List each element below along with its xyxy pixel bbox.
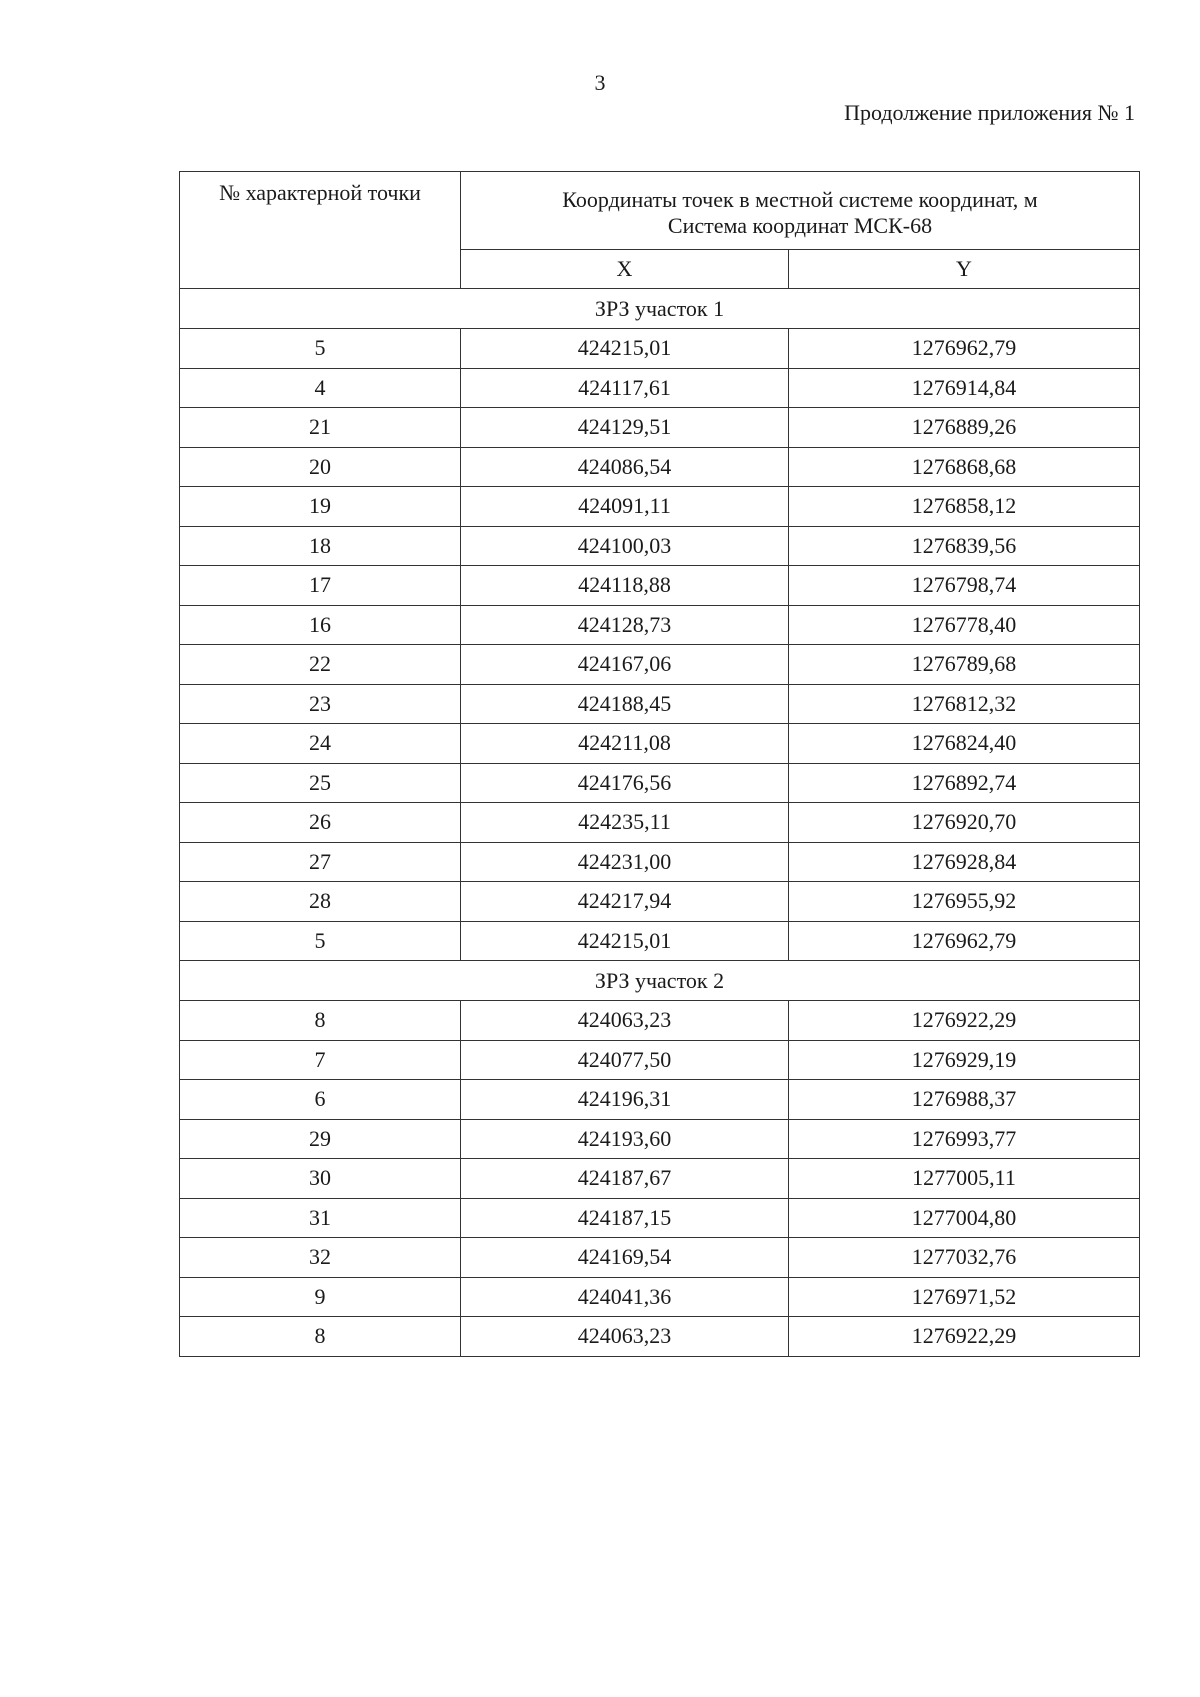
page-number: 3 — [594, 70, 606, 95]
y-coordinate-cell: 1276928,84 — [789, 842, 1140, 882]
x-coordinate-cell: 424217,94 — [461, 882, 789, 922]
y-coordinate-cell: 1276824,40 — [789, 724, 1140, 764]
point-number-cell: 27 — [180, 842, 461, 882]
x-coordinate-cell: 424193,60 — [461, 1119, 789, 1159]
x-coordinate-cell: 424063,23 — [461, 1001, 789, 1041]
x-coordinate-cell: 424188,45 — [461, 684, 789, 724]
point-number-cell: 8 — [180, 1001, 461, 1041]
x-coordinate-cell: 424169,54 — [461, 1238, 789, 1278]
table-body — [180, 289, 1140, 1357]
x-coordinate-cell: 424100,03 — [461, 526, 789, 566]
y-coordinate-cell: 1276789,68 — [789, 645, 1140, 685]
point-number-cell: 6 — [180, 1080, 461, 1120]
y-coordinate-cell: 1276839,56 — [789, 526, 1140, 566]
table-row — [180, 724, 1140, 764]
point-number-cell: 8 — [180, 1317, 461, 1357]
table-row — [180, 645, 1140, 685]
coordinates-table — [179, 171, 1140, 1357]
table-row — [180, 368, 1140, 408]
continuation-note: Продолжение приложения № 1 — [844, 100, 1135, 125]
x-coordinate-cell: 424041,36 — [461, 1277, 789, 1317]
y-coordinate-cell: 1276920,70 — [789, 803, 1140, 843]
table-row — [180, 803, 1140, 843]
y-coordinate-cell: 1276914,84 — [789, 368, 1140, 408]
table-row — [180, 1001, 1140, 1041]
x-coordinate-cell: 424129,51 — [461, 408, 789, 448]
point-number-cell: 31 — [180, 1198, 461, 1238]
point-number-cell: 25 — [180, 763, 461, 803]
x-coordinate-cell: 424091,11 — [461, 487, 789, 527]
x-coordinate-cell: 424128,73 — [461, 605, 789, 645]
y-coordinate-cell: 1276922,29 — [789, 1317, 1140, 1357]
section-row — [180, 289, 1140, 329]
section-title: ЗРЗ участок 2 — [180, 961, 1140, 1001]
x-coordinate-cell: 424187,67 — [461, 1159, 789, 1199]
y-coordinate-cell: 1277005,11 — [789, 1159, 1140, 1199]
point-number-cell: 19 — [180, 487, 461, 527]
y-coordinate-cell: 1276868,68 — [789, 447, 1140, 487]
section-title: ЗРЗ участок 1 — [180, 289, 1140, 329]
table-row — [180, 1317, 1140, 1357]
table-row — [180, 763, 1140, 803]
x-coordinate-cell: 424196,31 — [461, 1080, 789, 1120]
point-number-cell: 7 — [180, 1040, 461, 1080]
header-coords-line1: Координаты точек в местной системе координат, м — [562, 186, 1038, 212]
table-row — [180, 842, 1140, 882]
point-number-cell: 28 — [180, 882, 461, 922]
y-coordinate-cell: 1277032,76 — [789, 1238, 1140, 1278]
table-row — [180, 1277, 1140, 1317]
header-x: X — [461, 250, 789, 289]
y-coordinate-cell: 1276929,19 — [789, 1040, 1140, 1080]
y-coordinate-cell: 1276812,32 — [789, 684, 1140, 724]
table-row — [180, 684, 1140, 724]
point-number-cell: 18 — [180, 526, 461, 566]
point-number-cell: 20 — [180, 447, 461, 487]
point-number-cell: 4 — [180, 368, 461, 408]
point-number-cell: 9 — [180, 1277, 461, 1317]
point-number-cell: 32 — [180, 1238, 461, 1278]
table-row — [180, 526, 1140, 566]
table-row — [180, 1198, 1140, 1238]
table-row — [180, 921, 1140, 961]
point-number-cell: 16 — [180, 605, 461, 645]
y-coordinate-cell: 1276971,52 — [789, 1277, 1140, 1317]
y-coordinate-cell: 1276892,74 — [789, 763, 1140, 803]
y-coordinate-cell: 1276988,37 — [789, 1080, 1140, 1120]
x-coordinate-cell: 424215,01 — [461, 329, 789, 369]
table-row — [180, 1080, 1140, 1120]
y-coordinate-cell: 1276962,79 — [789, 329, 1140, 369]
y-coordinate-cell: 1276778,40 — [789, 605, 1140, 645]
table-row — [180, 487, 1140, 527]
table-row — [180, 1238, 1140, 1278]
point-number-cell: 24 — [180, 724, 461, 764]
table-row — [180, 1040, 1140, 1080]
x-coordinate-cell: 424187,15 — [461, 1198, 789, 1238]
y-coordinate-cell: 1276858,12 — [789, 487, 1140, 527]
header-coords-line2: Система координат МСК-68 — [667, 212, 933, 238]
y-coordinate-cell: 1276955,92 — [789, 882, 1140, 922]
y-coordinate-cell: 1276962,79 — [789, 921, 1140, 961]
header-y: Y — [789, 250, 1140, 289]
x-coordinate-cell: 424117,61 — [461, 368, 789, 408]
y-coordinate-cell: 1277004,80 — [789, 1198, 1140, 1238]
x-coordinate-cell: 424176,56 — [461, 763, 789, 803]
y-coordinate-cell: 1276922,29 — [789, 1001, 1140, 1041]
table-row — [180, 329, 1140, 369]
point-number-cell: 17 — [180, 566, 461, 606]
point-number-cell: 30 — [180, 1159, 461, 1199]
x-coordinate-cell: 424215,01 — [461, 921, 789, 961]
header-coordinates — [461, 172, 1140, 250]
x-coordinate-cell: 424086,54 — [461, 447, 789, 487]
x-coordinate-cell: 424118,88 — [461, 566, 789, 606]
x-coordinate-cell: 424063,23 — [461, 1317, 789, 1357]
table-row — [180, 882, 1140, 922]
y-coordinate-cell: 1276798,74 — [789, 566, 1140, 606]
x-coordinate-cell: 424231,00 — [461, 842, 789, 882]
point-number-cell: 21 — [180, 408, 461, 448]
y-coordinate-cell: 1276889,26 — [789, 408, 1140, 448]
point-number-cell: 26 — [180, 803, 461, 843]
table-row — [180, 447, 1140, 487]
table-row — [180, 1119, 1140, 1159]
point-number-cell: 29 — [180, 1119, 461, 1159]
table-row — [180, 408, 1140, 448]
point-number-cell: 22 — [180, 645, 461, 685]
x-coordinate-cell: 424077,50 — [461, 1040, 789, 1080]
x-coordinate-cell: 424167,06 — [461, 645, 789, 685]
y-coordinate-cell: 1276993,77 — [789, 1119, 1140, 1159]
point-number-cell: 5 — [180, 921, 461, 961]
x-coordinate-cell: 424235,11 — [461, 803, 789, 843]
table-row — [180, 1159, 1140, 1199]
point-number-cell: 23 — [180, 684, 461, 724]
table-row — [180, 605, 1140, 645]
table-row — [180, 566, 1140, 606]
header-point-number: № характерной точки — [180, 172, 461, 289]
point-number-cell: 5 — [180, 329, 461, 369]
x-coordinate-cell: 424211,08 — [461, 724, 789, 764]
section-row — [180, 961, 1140, 1001]
